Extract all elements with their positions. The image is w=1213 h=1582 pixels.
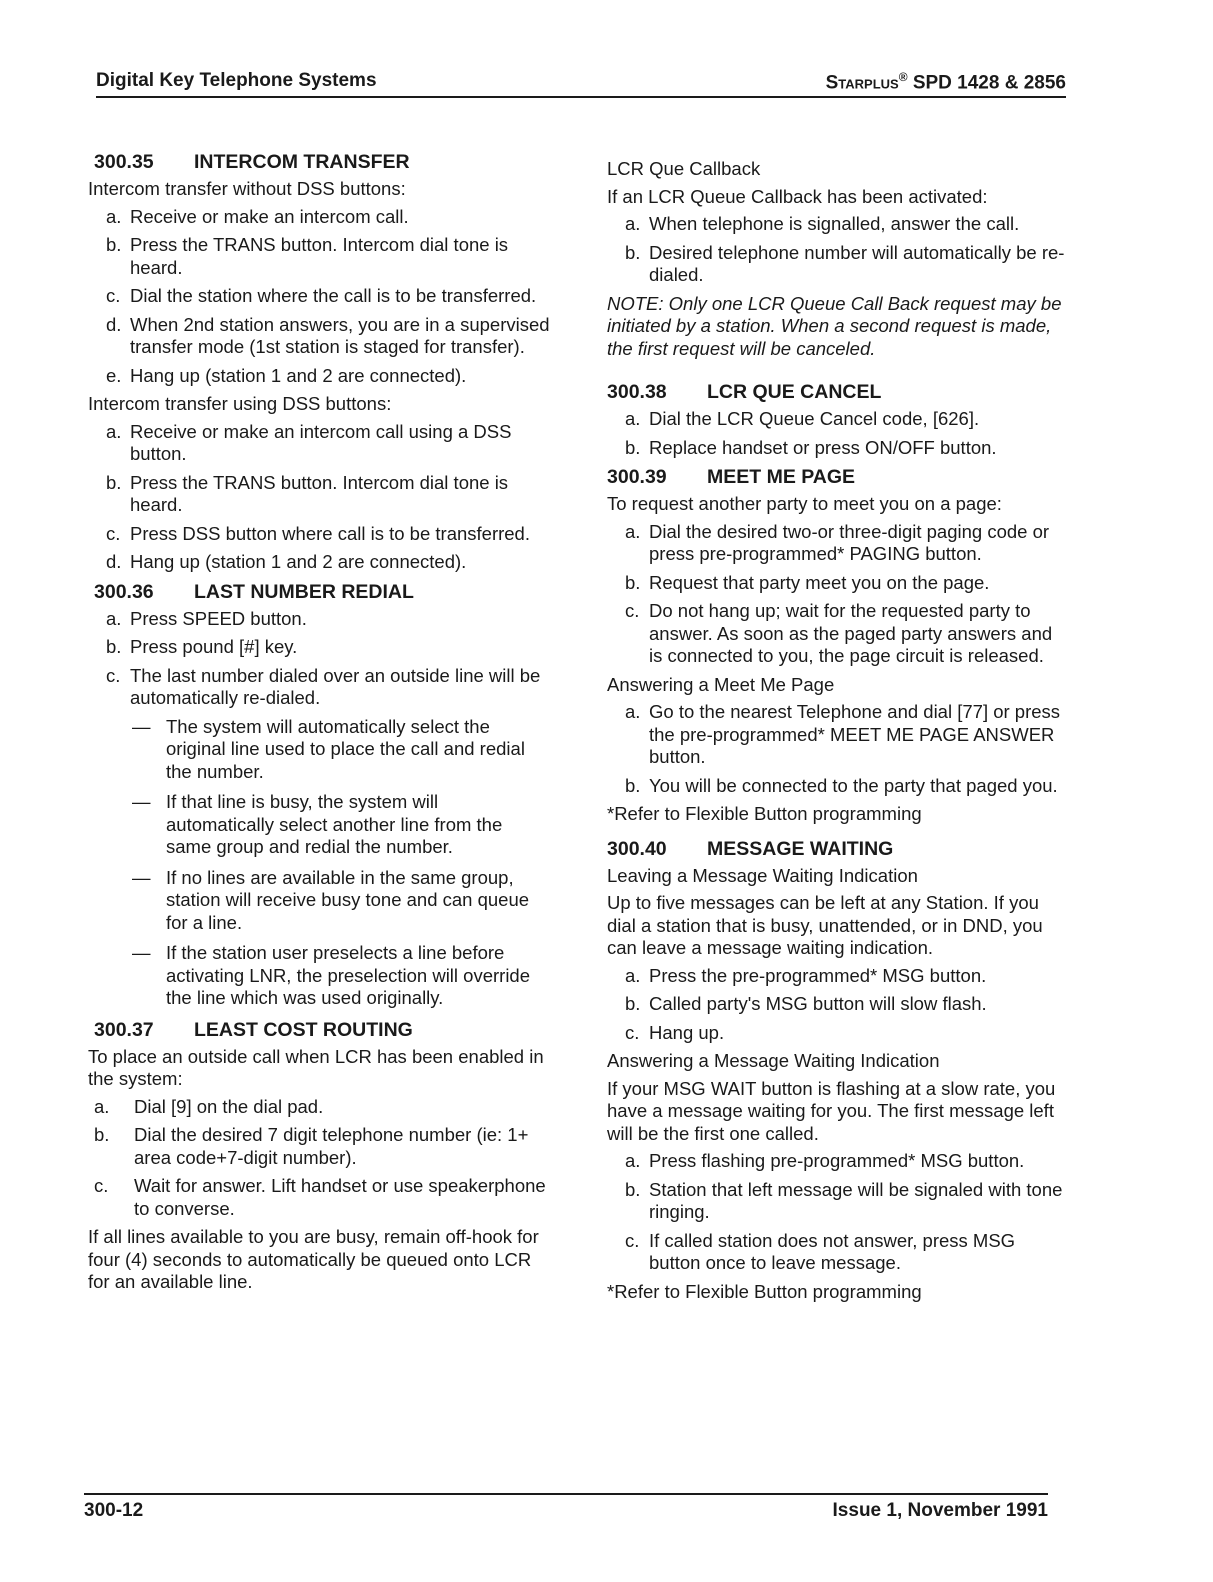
list-item bbox=[88, 285, 550, 308]
dash-list bbox=[88, 716, 550, 1010]
item-label: a. bbox=[106, 420, 122, 442]
section-title: LAST NUMBER REDIAL bbox=[194, 580, 414, 603]
item-label: c. bbox=[94, 1175, 109, 1196]
item-text: Press DSS button where call is to be transferred. bbox=[130, 522, 530, 544]
steps-list bbox=[607, 1150, 1069, 1275]
item-label: a. bbox=[94, 1095, 110, 1117]
section-300-39-title bbox=[607, 465, 1069, 489]
subheading: Leaving a Message Waiting Indication bbox=[607, 864, 918, 886]
steps-list bbox=[88, 1096, 550, 1221]
list-item bbox=[607, 600, 1069, 668]
section-title: LCR QUE CANCEL bbox=[707, 381, 882, 403]
page-footer bbox=[84, 1493, 1048, 1525]
item-text: Hang up (station 1 and 2 are connected). bbox=[130, 551, 467, 572]
item-text: Wait for answer. Lift handset or use speakerphone to converse. bbox=[134, 1175, 546, 1219]
list-item bbox=[607, 993, 1069, 1016]
item-text: The last number dialed over an outside line will be automatically re-dialed. bbox=[130, 664, 541, 708]
item-label: b. bbox=[106, 471, 122, 493]
item-label: b. bbox=[625, 993, 641, 1014]
dash-item bbox=[132, 867, 550, 935]
dash-item bbox=[132, 791, 550, 859]
dash-mark: — bbox=[132, 715, 151, 737]
item-label: b. bbox=[625, 436, 641, 458]
list-item bbox=[88, 206, 550, 229]
section-title: MESSAGE WAITING bbox=[707, 837, 894, 860]
item-label: e. bbox=[106, 364, 122, 386]
item-label: a. bbox=[625, 213, 641, 234]
intro-text: If your MSG WAIT button is flashing at a slow rate, you have a message waiting for you. The first message left will be the first one called. bbox=[607, 1077, 1056, 1144]
intro-text: To request another party to meet you on a page: bbox=[607, 493, 1002, 514]
item-label: a. bbox=[625, 520, 641, 542]
item-label: d. bbox=[106, 313, 122, 335]
item-text: Called party's MSG button will slow flash. bbox=[649, 993, 987, 1014]
list-item bbox=[88, 665, 550, 710]
item-label: c. bbox=[106, 522, 121, 544]
list-item bbox=[607, 1179, 1069, 1224]
item-text: Dial the station where the call is to be transferred. bbox=[130, 285, 537, 306]
section-number: 300.35 bbox=[94, 151, 154, 173]
intro-text: Intercom transfer using DSS buttons: bbox=[88, 393, 392, 414]
section-300-40-title bbox=[607, 837, 1069, 861]
steps-list bbox=[607, 701, 1069, 797]
item-label: c. bbox=[106, 664, 121, 686]
list-item bbox=[88, 1175, 550, 1220]
item-text: Press the TRANS button. Intercom dial tone is heard. bbox=[130, 471, 509, 515]
list-item bbox=[607, 572, 1069, 595]
item-text: Dial the LCR Queue Cancel code, [626]. bbox=[649, 408, 980, 429]
section-title: LEAST COST ROUTING bbox=[194, 1018, 413, 1041]
list-item bbox=[607, 408, 1069, 431]
list-item bbox=[607, 1022, 1069, 1045]
item-text: Receive or make an intercom call using a DSS button. bbox=[130, 420, 512, 464]
subheading: Answering a Meet Me Page bbox=[607, 673, 835, 695]
steps-list bbox=[88, 608, 550, 710]
item-text: Hang up (station 1 and 2 are connected). bbox=[130, 364, 467, 386]
list-item bbox=[88, 608, 550, 631]
item-label: b. bbox=[106, 636, 122, 657]
list-item bbox=[88, 472, 550, 517]
dash-item bbox=[132, 942, 550, 1010]
header-brand: Starplus bbox=[825, 72, 899, 93]
item-text: Receive or make an intercom call. bbox=[130, 205, 409, 227]
spacer bbox=[607, 366, 1069, 380]
item-label: a. bbox=[625, 701, 641, 722]
item-label: a. bbox=[625, 964, 641, 986]
item-label: b. bbox=[625, 241, 641, 263]
item-text: Dial the desired two-or three-digit paging code or press pre-programmed* PAGING button. bbox=[649, 520, 1050, 564]
item-text: Station that left message will be signaled with tone ringing. bbox=[649, 1178, 1063, 1222]
header-model bbox=[826, 70, 1066, 94]
issue-date: Issue 1, November 1991 bbox=[832, 1500, 1048, 1521]
item-label: d. bbox=[106, 551, 122, 572]
item-label: c. bbox=[625, 1021, 640, 1043]
section-title: MEET ME PAGE bbox=[707, 466, 856, 488]
item-label: b. bbox=[94, 1124, 110, 1145]
section-number: 300.39 bbox=[607, 466, 667, 488]
note-text: NOTE: Only one LCR Queue Call Back request may be initiated by a station. When a second request is made, the first request will be canceled. bbox=[607, 292, 1062, 359]
section-number: 300.36 bbox=[94, 580, 154, 603]
list-item bbox=[607, 213, 1069, 236]
dash-text: If that line is busy, the system will automatically select another line from the same group and redial the number. bbox=[166, 791, 503, 857]
intro-text: Up to five messages can be left at any Station. If you dial a station that is busy, unattended, or in DND, you can leave a message waiting indication. bbox=[607, 892, 1043, 958]
item-text: Desired telephone number will automatically be re-dialed. bbox=[649, 241, 1065, 285]
section-number: 300.40 bbox=[607, 837, 667, 860]
item-label: b. bbox=[106, 234, 122, 255]
list-item bbox=[88, 551, 550, 574]
item-text: Hang up. bbox=[649, 1021, 725, 1043]
list-item bbox=[88, 523, 550, 546]
item-text: Dial [9] on the dial pad. bbox=[134, 1095, 324, 1117]
list-item bbox=[88, 234, 550, 279]
item-text: Request that party meet you on the page. bbox=[649, 571, 990, 593]
item-label: b. bbox=[625, 774, 641, 796]
header-model-number: SPD 1428 & 2856 bbox=[912, 72, 1066, 93]
item-text: Go to the nearest Telephone and dial [77] or press the pre-programmed* MEET ME PAGE ANSWER button. bbox=[649, 701, 1061, 767]
item-label: c. bbox=[625, 600, 640, 621]
dash-item bbox=[132, 716, 550, 784]
item-text: Do not hang up; wait for the requested party to answer. As soon as the paged party answers and is connected to you, the page circuit is released. bbox=[649, 600, 1053, 666]
footnote: *Refer to Flexible Button programming bbox=[607, 803, 922, 824]
section-number: 300.38 bbox=[607, 381, 667, 403]
item-label: a. bbox=[106, 607, 122, 629]
item-text: Replace handset or press ON/OFF button. bbox=[649, 436, 997, 458]
list-item bbox=[607, 521, 1069, 566]
section-300-37-title bbox=[94, 1018, 550, 1042]
item-label: c. bbox=[625, 1229, 640, 1251]
item-text: You will be connected to the party that paged you. bbox=[649, 774, 1058, 796]
list-item bbox=[607, 965, 1069, 988]
list-item bbox=[88, 421, 550, 466]
item-text: Press the pre-programmed* MSG button. bbox=[649, 964, 987, 986]
item-text: Press the TRANS button. Intercom dial tone is heard. bbox=[130, 234, 509, 278]
list-item bbox=[88, 636, 550, 659]
footnote: *Refer to Flexible Button programming bbox=[607, 1280, 922, 1302]
item-label: a. bbox=[625, 1150, 641, 1171]
list-item bbox=[607, 1230, 1069, 1275]
steps-list bbox=[607, 965, 1069, 1045]
list-item bbox=[607, 775, 1069, 798]
dash-mark: — bbox=[132, 942, 151, 963]
subheading: LCR Que Callback bbox=[607, 158, 761, 179]
left-column bbox=[88, 150, 550, 1299]
item-text: When telephone is signalled, answer the call. bbox=[649, 213, 1020, 234]
right-column bbox=[607, 158, 1069, 1308]
page-number: 300-12 bbox=[84, 1500, 144, 1521]
item-label: a. bbox=[106, 205, 122, 227]
page-header bbox=[96, 60, 1066, 98]
dash-text: The system will automatically select the original line used to place the call and redial the number. bbox=[166, 715, 525, 782]
item-text: Press pound [#] key. bbox=[130, 636, 298, 657]
steps-list bbox=[607, 213, 1069, 287]
item-text: Dial the desired 7 digit telephone number (ie: 1+ area code+7-digit number). bbox=[134, 1124, 529, 1168]
item-text: If called station does not answer, press MSG button once to leave message. bbox=[649, 1229, 1016, 1273]
dash-text: If the station user preselects a line before activating LNR, the preselection will override the line which was used originally. bbox=[166, 942, 531, 1008]
section-title: INTERCOM TRANSFER bbox=[194, 151, 410, 173]
header-title: Digital Key Telephone Systems bbox=[96, 70, 377, 91]
list-item bbox=[607, 1150, 1069, 1173]
dash-mark: — bbox=[132, 791, 151, 812]
section-number: 300.37 bbox=[94, 1018, 154, 1041]
item-label: c. bbox=[106, 285, 121, 306]
intro-text: If an LCR Queue Callback has been activated: bbox=[607, 185, 988, 207]
item-label: b. bbox=[625, 571, 641, 593]
item-text: Press flashing pre-programmed* MSG button. bbox=[649, 1150, 1025, 1171]
steps-list bbox=[88, 421, 550, 574]
list-item bbox=[88, 1124, 550, 1169]
list-item bbox=[607, 242, 1069, 287]
dash-mark: — bbox=[132, 866, 151, 888]
dash-text: If no lines are available in the same group, station will receive busy tone and can queue for a line. bbox=[166, 866, 530, 933]
outro-text: If all lines available to you are busy, remain off-hook for four (4) seconds to automatically be queued onto LCR for an available line. bbox=[88, 1226, 539, 1292]
section-300-36-title bbox=[94, 580, 550, 604]
steps-list bbox=[607, 408, 1069, 459]
list-item bbox=[607, 701, 1069, 769]
steps-list bbox=[607, 521, 1069, 668]
item-label: a. bbox=[625, 408, 641, 429]
registered-mark: ® bbox=[898, 69, 908, 84]
item-text: When 2nd station answers, you are in a supervised transfer mode (1st station is staged for transfer). bbox=[130, 313, 550, 357]
steps-list bbox=[88, 206, 550, 388]
section-300-38-title bbox=[607, 380, 1069, 404]
list-item bbox=[88, 365, 550, 388]
intro-text: To place an outside call when LCR has been enabled in the system: bbox=[88, 1045, 544, 1089]
intro-text: Intercom transfer without DSS buttons: bbox=[88, 178, 406, 199]
list-item bbox=[88, 1096, 550, 1119]
item-text: Press SPEED button. bbox=[130, 607, 307, 629]
list-item bbox=[88, 314, 550, 359]
subheading: Answering a Message Waiting Indication bbox=[607, 1050, 940, 1071]
item-label: b. bbox=[625, 1178, 641, 1200]
list-item bbox=[607, 437, 1069, 460]
section-300-35-title bbox=[94, 150, 550, 174]
